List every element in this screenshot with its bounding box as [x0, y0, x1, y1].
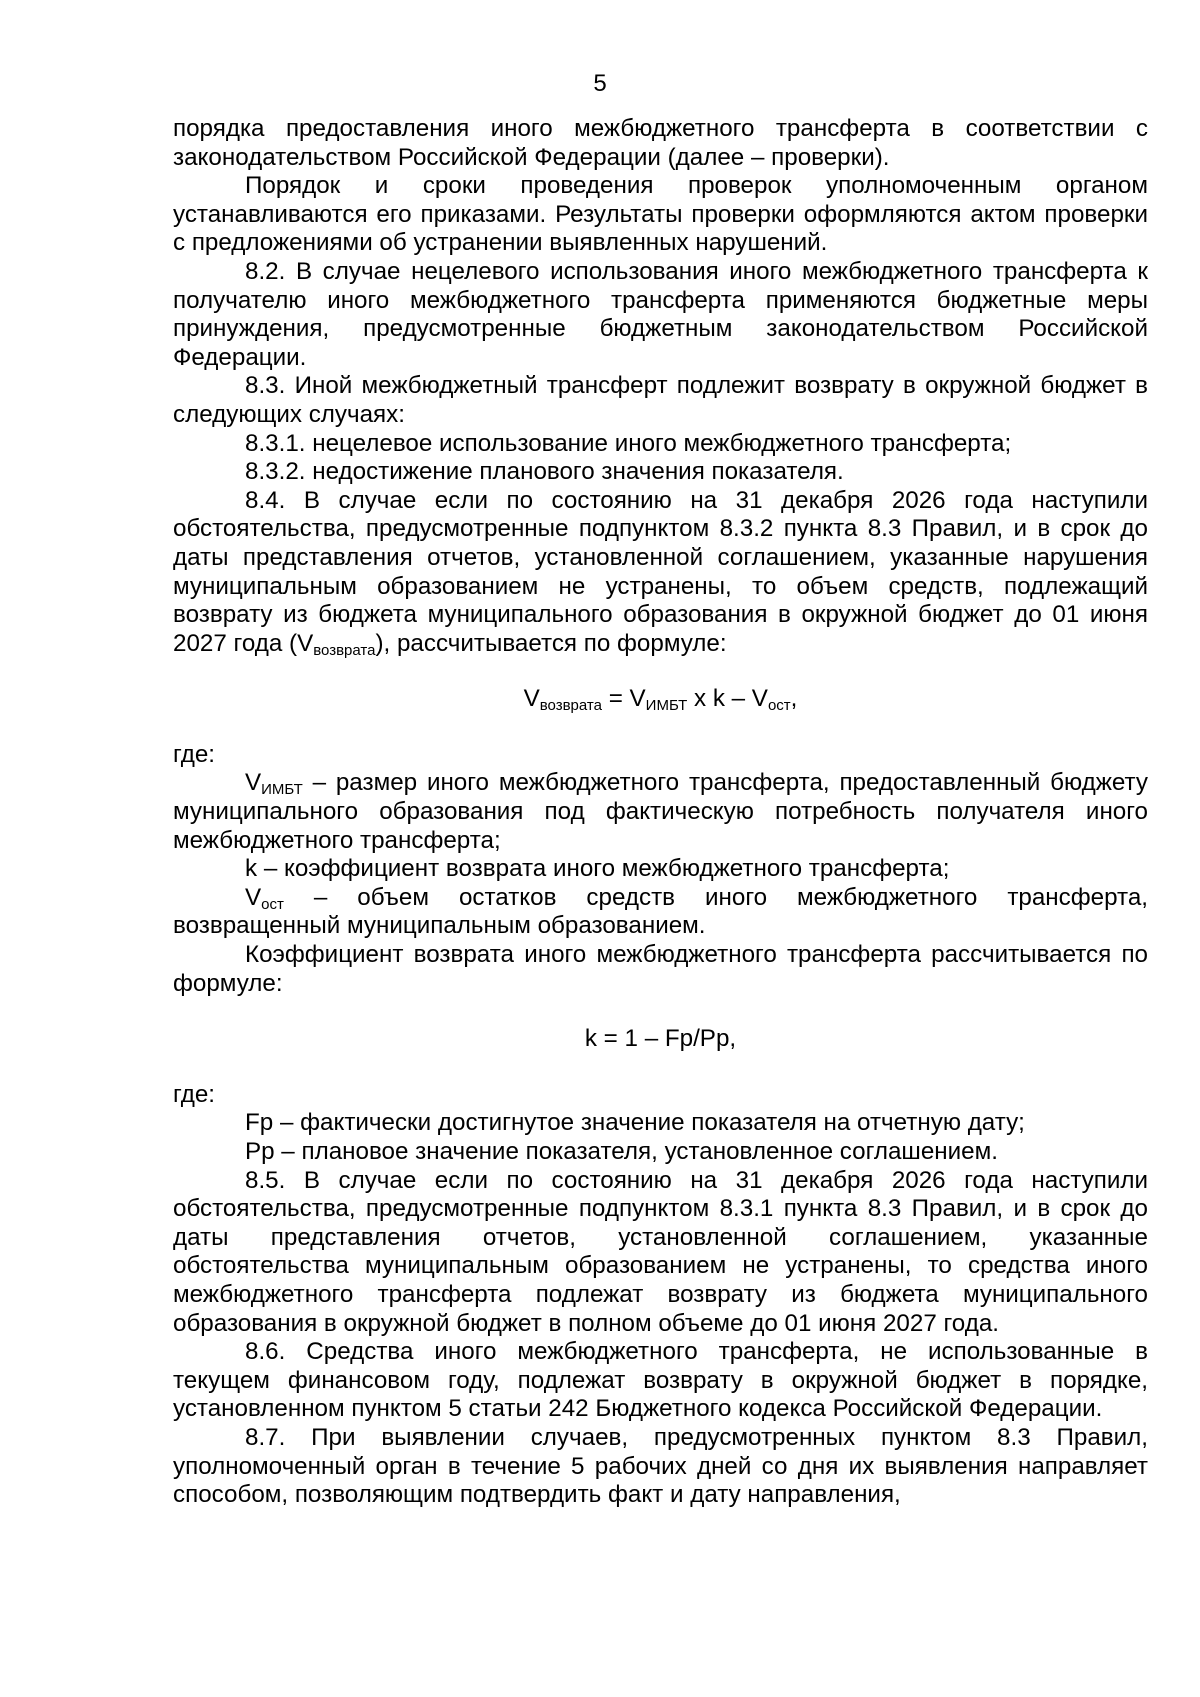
formula-return-volume	[173, 685, 1148, 714]
paragraph-8-3: 8.3. Иной межбюджетный трансферт подлежит возврату в окружной бюджет в следующих случаях:	[173, 372, 1148, 428]
formula-symbol: x k – V	[687, 685, 768, 713]
formula-symbol: V	[523, 685, 540, 713]
definition-symbol: V	[245, 883, 262, 911]
paragraph-8-2: 8.2. В случае нецелевого использования иного межбюджетного трансферта к получателю иного межбюджетного трансферта применяются бюджетные меры принуждения, предусмотренные бюджетным законодательством Российской Федерации.	[173, 257, 1148, 371]
paragraph-8-6: 8.6. Средства иного межбюджетного трансферта, не использованные в текущем финансовом году, подлежат возврату в окружной бюджет в порядке, установленном пунктом 5 статьи 242 Бюджетного кодекса Российской Федерации.	[173, 1338, 1148, 1423]
document-body	[173, 115, 1148, 1510]
formula-coefficient: k = 1 – Fp/Pp,	[584, 1025, 737, 1053]
paragraph-8-3-2: 8.3.2. недостижение планового значения показателя.	[245, 458, 844, 486]
subscript: ИМБТ	[645, 697, 688, 715]
formula-symbol: ,	[790, 685, 798, 713]
paragraph-8-5: 8.5. В случае если по состоянию на 31 декабря 2026 года наступили обстоятельства, предусмотренные подпунктом 8.3.1 пункта 8.3 Правил, и в срок до даты представления отчетов, установленной соглашением, указанные обстоятельства муниципальным образованием не устранены, то средства иного межбюджетного трансферта подлежат возврату из бюджета муниципального образования в окружной бюджет в полном объеме до 01 июня 2027 года.	[173, 1166, 1148, 1337]
paragraph-8-4-text: 8.4. В случае если по состоянию на 31 декабря 2026 года наступили обстоятельства, предусмотренные подпунктом 8.3.2 пункта 8.3 Правил, и в срок до даты представления отчетов, установленной соглашением, указанные нарушения муниципальным образованием не устранены, то объем средств, подлежащий возврату из бюджета муниципального образования в окружной бюджет до 01 июня 2027 года (V	[173, 486, 1148, 657]
formula-symbol: = V	[601, 685, 646, 713]
definition-text: – объем остатков средств иного межбюджетного трансферта, возвращенный муниципальным образованием.	[173, 883, 1148, 940]
definition-v-imbt	[173, 769, 1148, 855]
subscript: ост	[261, 895, 284, 913]
definition-v-ost	[173, 884, 1148, 941]
paragraph-8-7: 8.7. При выявлении случаев, предусмотренных пунктом 8.3 Правил, уполномоченный орган в течение 5 рабочих дней со дня их выявления направляет способом, позволяющим подтвердить факт и дату направления,	[173, 1423, 1148, 1509]
subscript: возврата	[313, 641, 376, 659]
definition-text: – размер иного межбюджетного трансферта, предоставленный бюджету муниципального образования под фактическую потребность получателя иного межбюджетного трансферта;	[173, 769, 1148, 854]
where-label: где:	[173, 1080, 216, 1108]
paragraph-8-3-1: 8.3.1. нецелевое использование иного межбюджетного трансферта;	[245, 429, 1012, 457]
paragraph-8-4-text-end: ), рассчитывается по формуле:	[375, 629, 727, 657]
definition-symbol: V	[245, 769, 262, 797]
paragraph-continuation: порядка предоставления иного межбюджетного трансферта в соответствии с законодательством Российской Федерации (далее – проверки).	[173, 115, 1148, 171]
definition-pp: Pp – плановое значение показателя, установленное соглашением.	[245, 1138, 998, 1165]
definition-k: k – коэффициент возврата иного межбюджетного трансферта;	[245, 855, 950, 883]
definition-fp: Fp – фактически достигнутое значение показателя на отчетную дату;	[245, 1109, 1025, 1137]
paragraph-8-4	[173, 487, 1148, 659]
subscript: ИМБТ	[261, 781, 303, 799]
paragraph-inspection-order: Порядок и сроки проведения проверок уполномоченным органом устанавливаются его приказами. Результаты проверки оформляются актом проверки с предложениями об устранении выявленных нарушений.	[173, 172, 1148, 257]
page-number: 5	[593, 70, 607, 97]
paragraph-coefficient: Коэффициент возврата иного межбюджетного трансферта рассчитывается по формуле:	[173, 941, 1148, 997]
where-label: где:	[173, 740, 216, 768]
subscript: возврата	[539, 697, 602, 715]
subscript: ост	[767, 697, 791, 715]
